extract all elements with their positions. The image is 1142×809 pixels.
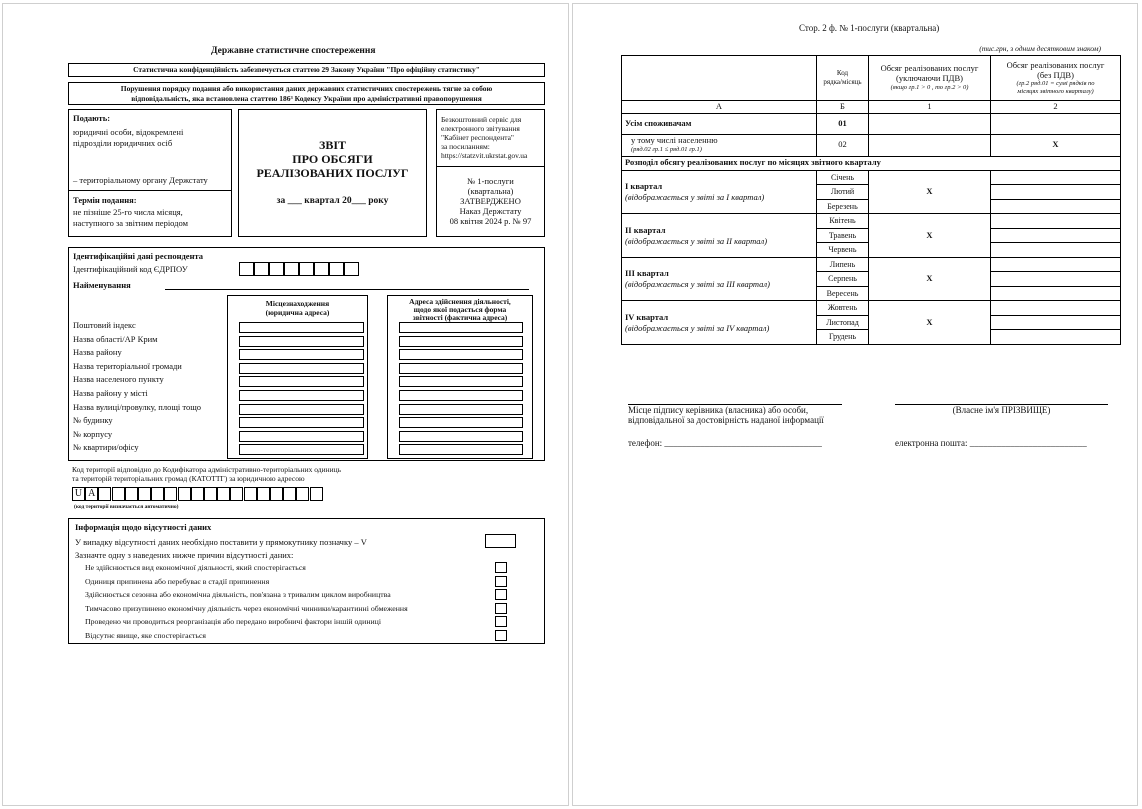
address-field-label: Поштовий індекс — [73, 320, 136, 330]
phone-field[interactable]: телефон: ___________________________________ — [628, 438, 822, 448]
distribution-title-row — [622, 156, 1121, 170]
katottg-digit-cell[interactable] — [204, 487, 217, 501]
katottg-prefix-cell: A — [85, 487, 98, 501]
month-name: Лютий — [817, 185, 869, 200]
quarter-note: (відображається у звіті за I квартал) — [625, 192, 765, 203]
legal-address-header — [228, 299, 367, 317]
month-name: Жовтень — [817, 301, 869, 316]
absence-reason-intro: Зазначте одну з наведених нижче причин відсутності даних: — [75, 550, 294, 560]
month-col-2-input[interactable] — [991, 301, 1121, 316]
address-field-label: Назва територіальної громади — [73, 360, 182, 371]
report-title-line-3: РЕАЛІЗОВАНИХ ПОСЛУГ — [256, 166, 409, 180]
katottg-digit-cell[interactable] — [178, 487, 191, 501]
letter-1: 1 — [869, 101, 991, 114]
page-2-label: Стор. 2 ф. № 1-послуги (квартальна) — [799, 23, 940, 33]
actual-address-input[interactable] — [399, 363, 523, 374]
katottg-digit-cell[interactable] — [230, 487, 243, 501]
row-02 — [622, 134, 1121, 156]
order-date: 08 квітня 2024 р. № 97 — [449, 216, 532, 226]
signature-place-line-1: Місце підпису керівника (власника) або особи, — [628, 405, 809, 415]
header-col-2-line-1: Обсяг реалізованих послуг — [1006, 60, 1105, 70]
submitters-line-1: юридичні особи, відокремлені — [73, 127, 184, 137]
absence-reason-label: Не здійснюється вид економічної діяльності, який спостерігається — [85, 563, 306, 572]
quarter-col-1-crossed: Х — [869, 257, 991, 301]
absence-reason-label: Відсутнє явище, яке спостерігається — [85, 631, 206, 640]
quarter-label-cell — [622, 170, 817, 214]
submitters-title: Подають: — [73, 113, 111, 123]
row-01-code: 01 — [817, 113, 869, 134]
name-surname-label: (Власне ім'я ПРІЗВИЩЕ) — [952, 405, 1051, 415]
form-page-2 — [572, 3, 1138, 806]
edrpou-digit-cell[interactable] — [299, 262, 314, 276]
month-col-2-input[interactable] — [991, 185, 1121, 200]
signature-place-line-2: відповідальної за достовірність наданої інформації — [628, 415, 824, 425]
month-name: Січень — [817, 170, 869, 185]
actual-address-input[interactable] — [399, 417, 523, 428]
name-input-line[interactable] — [165, 289, 529, 290]
month-name: Червень — [817, 243, 869, 258]
form-id-box — [436, 109, 545, 237]
katottg-digit-cell[interactable] — [257, 487, 270, 501]
letter-b: Б — [817, 101, 869, 114]
absence-reason-checkbox[interactable] — [495, 630, 507, 641]
absence-title: Інформація щодо відсутності даних — [75, 522, 212, 532]
quarter-col-1-crossed: Х — [869, 214, 991, 258]
month-name: Вересень — [817, 286, 869, 301]
legal-address-header-line-1: Місцезнаходження — [265, 299, 330, 308]
quarter-label-cell — [622, 214, 817, 258]
edrpou-digit-cell[interactable] — [314, 262, 329, 276]
quarter-name: IV квартал — [625, 311, 669, 322]
legal-address-input[interactable] — [239, 376, 364, 387]
actual-address-header-line-3: звітності (фактична адреса) — [412, 313, 508, 322]
month-col-2-input[interactable] — [991, 228, 1121, 243]
header-code — [817, 56, 869, 101]
quarter-col-1-crossed: Х — [869, 170, 991, 214]
actual-address-input[interactable] — [399, 336, 523, 347]
katottg-digit-cell[interactable] — [191, 487, 204, 501]
edrpou-digit-cell[interactable] — [254, 262, 269, 276]
report-period[interactable]: за ___ квартал 20___ року — [276, 196, 389, 206]
absence-reason-label: Проведено чи проводиться реорганізація або передано виробничі фактори іншій одиниці — [85, 617, 382, 627]
header-col-1 — [869, 56, 991, 101]
deadline-line-2: наступного за звітним періодом — [73, 218, 188, 228]
deadline-title: Термін подання: — [73, 195, 137, 205]
submitters-line-2: підрозділи юридичних осіб — [73, 138, 173, 148]
quarter-note: (відображається у звіті за III квартал) — [625, 279, 770, 290]
row-02-col-1-input[interactable] — [869, 134, 991, 156]
actual-address-input[interactable] — [399, 431, 523, 442]
month-name: Листопад — [817, 315, 869, 330]
katottg-digit-cell[interactable] — [270, 487, 283, 501]
month-col-2-input[interactable] — [991, 257, 1121, 272]
header-col-1-line-1: Обсяг реалізованих послуг — [880, 63, 979, 73]
signature-place-label — [628, 405, 824, 425]
edrpou-digit-cell[interactable] — [284, 262, 299, 276]
legal-address-input[interactable] — [239, 404, 364, 415]
service-line-2: електронного звітування — [441, 124, 520, 133]
katottg-digit-cell[interactable] — [112, 487, 125, 501]
month-col-2-input[interactable] — [991, 243, 1121, 258]
actual-address-header-line-2: щодо якої подається форма — [413, 305, 507, 314]
month-col-2-input[interactable] — [991, 214, 1121, 229]
service-line-3: "Кабінет респондента" — [441, 133, 514, 142]
quarter-name: II квартал — [625, 224, 666, 235]
row-01-col-1-input[interactable] — [869, 113, 991, 134]
address-field-label: Назва вулиці/провулку, площі тощо — [73, 401, 201, 412]
actual-address-input[interactable] — [399, 349, 523, 360]
email-field[interactable]: електронна пошта: __________________________ — [895, 438, 1087, 448]
legal-address-input[interactable] — [239, 444, 364, 455]
header-col-1-line-2: (уключаючи ПДВ) — [896, 73, 963, 83]
katottg-digit-cell[interactable] — [217, 487, 230, 501]
actual-address-input[interactable] — [399, 404, 523, 415]
address-field-label: № будинку — [73, 415, 113, 426]
month-col-2-input[interactable] — [991, 315, 1121, 330]
name-label: Найменування — [73, 280, 131, 290]
katottg-digit-cell[interactable] — [125, 487, 138, 501]
absence-mark-instruction: У випадку відсутності даних необхідно поставити у прямокутнику позначку – V — [75, 537, 367, 547]
month-col-2-input[interactable] — [991, 199, 1121, 214]
month-col-2-input[interactable] — [991, 286, 1121, 301]
month-row — [622, 301, 1121, 316]
katottg-digit-cell[interactable] — [151, 487, 164, 501]
absence-reason-checkbox[interactable] — [495, 576, 507, 587]
survey-title: Державне статистичне спостереження — [211, 46, 376, 56]
legal-address-input[interactable] — [239, 363, 364, 374]
legal-address-input[interactable] — [239, 322, 364, 333]
absence-reason-label: Тимчасово призупинено економічну діяльність через економічні чинники/карантинні обмеження — [85, 603, 408, 613]
submitters-box — [68, 109, 232, 237]
quarter-label-cell — [622, 301, 817, 345]
month-col-2-input[interactable] — [991, 170, 1121, 185]
month-name: Березень — [817, 199, 869, 214]
month-row — [622, 257, 1121, 272]
penalty-line-1: Порушення порядку подання або використання даних державних статистичних спостережень тягне за собою — [120, 84, 493, 93]
legal-address-input[interactable] — [239, 417, 364, 428]
ident-title: Ідентифікаційні дані респондента — [73, 251, 204, 261]
letter-2: 2 — [991, 101, 1121, 114]
service-line-1: Безкоштовний сервіс для — [441, 115, 522, 124]
actual-address-input[interactable] — [399, 322, 523, 333]
header-col-1-note: (якщо гр.1 > 0 , то гр.2 > 0) — [890, 84, 969, 91]
katottg-prefix-cell: U — [72, 487, 85, 501]
penalty-line-2: відповідальність, яка встановлена статтею 186³ Кодексу України про адміністративні правопорушення — [131, 94, 482, 103]
quarter-name: I квартал — [625, 181, 663, 192]
e-reporting-service — [441, 115, 527, 160]
report-title — [239, 138, 426, 180]
actual-address-input[interactable] — [399, 444, 523, 455]
penalty-notice — [68, 82, 545, 105]
header-col-2 — [991, 56, 1121, 101]
month-name: Квітень — [817, 214, 869, 229]
report-title-box — [238, 109, 427, 237]
table-header-row — [622, 56, 1121, 101]
order-label: Наказ Держстату — [459, 206, 522, 216]
header-code-line-2: рядка/місяць — [823, 78, 862, 86]
row-02-label: у тому числі населенню — [631, 135, 718, 146]
letters-row — [622, 101, 1121, 114]
legal-address-input[interactable] — [239, 390, 364, 401]
absence-reason-checkbox[interactable] — [495, 562, 507, 573]
header-blank — [622, 56, 817, 101]
quarter-name: III квартал — [625, 268, 669, 279]
deadline-line-1: не пізніше 25-го числа місяця, — [73, 207, 183, 217]
katottg-digit-cell[interactable] — [164, 487, 177, 501]
services-table — [621, 55, 1121, 345]
absence-reason-label: Здійснюється сезонна або економічна діяльність, пов'язана з тривалим циклом виробництва — [85, 590, 391, 600]
quarter-note: (відображається у звіті за IV квартал) — [625, 322, 770, 333]
legal-address-input[interactable] — [239, 431, 364, 442]
edrpou-digit-cell[interactable] — [239, 262, 254, 276]
service-link[interactable]: https://statzvit.ukrstat.gov.ua — [441, 151, 528, 160]
edrpou-digit-cell[interactable] — [344, 262, 359, 276]
distribution-title: Розподіл обсягу реалізованих послуг по місяцях звітного кварталу — [622, 156, 1121, 170]
report-title-line-1: ЗВІТ — [318, 138, 346, 152]
katottg-line-2: та територій територіальних громад (КАТОТТГ) за юридичною адресою — [72, 474, 305, 483]
letter-a: А — [622, 101, 817, 114]
row-02-code: 02 — [817, 134, 869, 156]
absence-box — [68, 518, 545, 644]
row-01-label: Усім споживачам — [622, 113, 817, 134]
katottg-note: (код території визначається автоматично) — [74, 504, 179, 510]
row-02-label-cell — [622, 134, 817, 156]
quarters-body — [622, 170, 1121, 344]
approved-label: ЗАТВЕРДЖЕНО — [460, 196, 521, 206]
service-line-4: за посиланням: — [441, 142, 490, 151]
month-col-2-input[interactable] — [991, 272, 1121, 287]
address-field-label: Назва області/АР Крим — [73, 333, 158, 344]
divider — [69, 190, 231, 191]
actual-address-header-line-1: Адреса здійснення діяльності, — [409, 297, 511, 306]
legal-address-input[interactable] — [239, 349, 364, 360]
submitters-line-3: – територіальному органу Держстату — [73, 175, 208, 185]
month-name: Серпень — [817, 272, 869, 287]
divider — [437, 166, 544, 167]
identification-box — [68, 247, 545, 461]
legal-address-input[interactable] — [239, 336, 364, 347]
address-field-label: Назва району у місті — [73, 388, 148, 398]
address-field-label: Назва населеного пункту — [73, 374, 164, 385]
form-periodicity: (квартальна) — [467, 186, 514, 196]
edrpou-label: Ідентифікаційний код ЄДРПОУ — [73, 264, 188, 274]
form-number: № 1-послуги — [467, 176, 514, 186]
month-name: Грудень — [817, 330, 869, 345]
katottg-digit-cell[interactable] — [283, 487, 296, 501]
header-code-line-1: Код — [836, 69, 849, 77]
katottg-digit-cell[interactable] — [98, 487, 111, 501]
katottg-digit-cell[interactable] — [244, 487, 257, 501]
katottg-digit-cell[interactable] — [310, 487, 323, 501]
actual-address-header — [388, 298, 532, 322]
legal-address-header-line-2: (юридична адреса) — [265, 308, 330, 317]
row-02-note: (ряд.02 гр.1 ≤ ряд.01 гр.1) — [631, 146, 702, 154]
row-01 — [622, 113, 1121, 134]
absence-reason-checkbox[interactable] — [495, 603, 507, 614]
quarter-note: (відображається у звіті за II квартал) — [625, 235, 768, 246]
units-note: (тис.грн, з одним десятковим знаком) — [979, 44, 1101, 53]
katottg-digit-cell[interactable] — [296, 487, 309, 501]
month-name: Травень — [817, 228, 869, 243]
form-page-1 — [2, 3, 569, 806]
absence-reason-label: Одиниця припинена або перебуває в стадії припинення — [85, 576, 270, 586]
actual-address-input[interactable] — [399, 390, 523, 401]
header-col-2-note-1: (гр.2 ряд.01 = сумі рядків по — [1016, 80, 1095, 87]
header-col-2-note-2: місяцях звітного кварталу) — [1017, 88, 1094, 95]
month-col-2-input[interactable] — [991, 330, 1121, 345]
katottg-label — [72, 465, 341, 483]
month-row — [622, 170, 1121, 185]
katottg-digit-cell[interactable] — [138, 487, 151, 501]
address-field-label: № корпусу — [73, 428, 113, 439]
confidentiality-notice: Статистична конфіденційність забезпечується статтею 29 Закону України "Про офіційну статистику" — [68, 63, 545, 77]
month-name: Липень — [817, 257, 869, 272]
row-01-col-2-input[interactable] — [991, 113, 1121, 134]
absence-mark-box[interactable] — [485, 534, 516, 548]
header-col-2-line-2: (без ПДВ) — [1037, 70, 1074, 80]
absence-reason-checkbox[interactable] — [495, 589, 507, 600]
edrpou-digit-cell[interactable] — [329, 262, 344, 276]
month-row — [622, 214, 1121, 229]
row-02-col-2-crossed: Х — [991, 134, 1121, 156]
actual-address-input[interactable] — [399, 376, 523, 387]
katottg-line-1: Код території відповідно до Кодифікатора адміністративно-територіальних одиниць — [72, 465, 342, 474]
address-field-label: № квартири/офісу — [73, 442, 139, 453]
form-approval — [437, 176, 544, 226]
quarter-label-cell — [622, 257, 817, 301]
edrpou-digit-cell[interactable] — [269, 262, 284, 276]
absence-reason-checkbox[interactable] — [495, 616, 507, 627]
quarter-col-1-crossed: Х — [869, 301, 991, 345]
address-field-label: Назва району — [73, 347, 122, 358]
report-title-line-2: ПРО ОБСЯГИ — [292, 152, 373, 166]
